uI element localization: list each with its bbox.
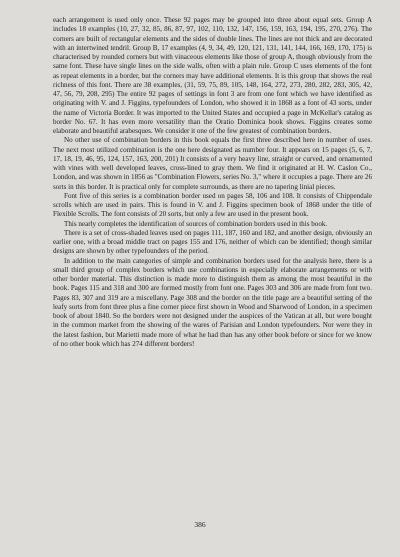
body-text	[53, 16, 372, 349]
page-number: 386	[194, 520, 206, 529]
paragraph: each arrangement is used only once. These 92 pages may be grouped into three about equal sets. Group A includes 18 examples (10, 27, 32, 85, 86, 87, 97, 102, 110, 132, 147, 156, 159, 163, 194, 195, 270, 276). The corners are built of rectangular elements and the sides of double lines. The lines are not thick and are decorated with an intertwined tendril. Group B, 17 examples (4, 9, 34, 49, 120, 121, 131, 141, 144, 166, 169, 170, 175) is characterised by rounded corners but with vinaceous elements like those of group A, though obviously from the same font. These have single lines on the side walls, often with a plain rule. Group C uses elements of the font as repeat elements in a border, but the corners may have additional elements. It is this group that shows the real richness of this font. There are 38 examples, (31, 59, 75, 89, 105, 148, 164, 272, 273, 280, 282, 283, 305, 42, 47, 56, 79, 208, 295) The entire 92 pages of settings in font 3 are from one font which we have identified as originating with V. and J. Figgins, typefounders of London, who showed it in 1868 as a font of 43 sorts, under the name of Victoria Border. It was imported to the United States and occupied a page in McKellar's catalog as border No. 67. It has even more versatility than the Oratio Dominica book shows. Figgins creates some elaborate and beautiful arabesques. We consider it one of the few greatest of combination borders.	[53, 16, 372, 135]
paragraph: There is a set of cross-shaded leaves used on pages 111, 187, 160 and 182, and another design, obviously an earlier one, with a broad middle tract on pages 155 and 176, neither of which can be identified; though similar designs are shown by other typefounders of the period.	[53, 228, 372, 256]
paragraph: In addition to the main categories of simple and combination borders used for the analysis here, there is a small third group of complex borders which use combinations in especially elaborate arrangements or with other border material. This distinction is made more to distinguish them as among the most beautiful in the book. Pages 115 and 318 and 300 are formed mostly from font one. Pages 303 and 306 are made from font two. Pages 83, 307 and 319 are a miscellany. Page 308 and the border on the title page are a beautiful setting of the leafy sorts from font three plus a fine corner piece first shown in Wood and Sharwood of London, in a specimen book of about 1840. So the borders were not designed under the auspices of the Vatican at all, but were bought in the common market from the showing of the wares of Parisian and London typefounders. Nor were they in the latest fashion, but Marietti made more of what he had than has any other book before or since for we know of no other book which has 274 different borders!	[53, 256, 372, 348]
paragraph: No other use of combination borders in this book equals the first three described here in number of uses. The next most utilized combination is the one here designated as number four. It appears on 15 pages (5, 6, 7, 17, 18, 19, 46, 95, 124, 157, 163, 200, 201) It consists of a very heavy line, straight or curved, and ornamented with vines with well developed leaves, cross-lined to gray them. We find it originated at H. W. Caslon Co., London, and was shown in 1856 as "Combination Flowers, series No. 3," where it occupies a page. There are 26 sorts in this border. It is practical only for complete surrounds, as there are no tapering linial pieces.	[53, 136, 372, 191]
paragraph: This nearly completes the identification of sources of combination borders used in this book.	[64, 219, 328, 228]
paragraph: Font five of this series is a combination border used on pages 58, 106 and 108. It consists of Chippendale scrolls which are used in pairs. This is found in V. and J. Figgins specimen book of 1868 under the title of Flexible Scrolls. The font consists of 20 sorts, but only a few are used in the present book.	[53, 191, 372, 219]
